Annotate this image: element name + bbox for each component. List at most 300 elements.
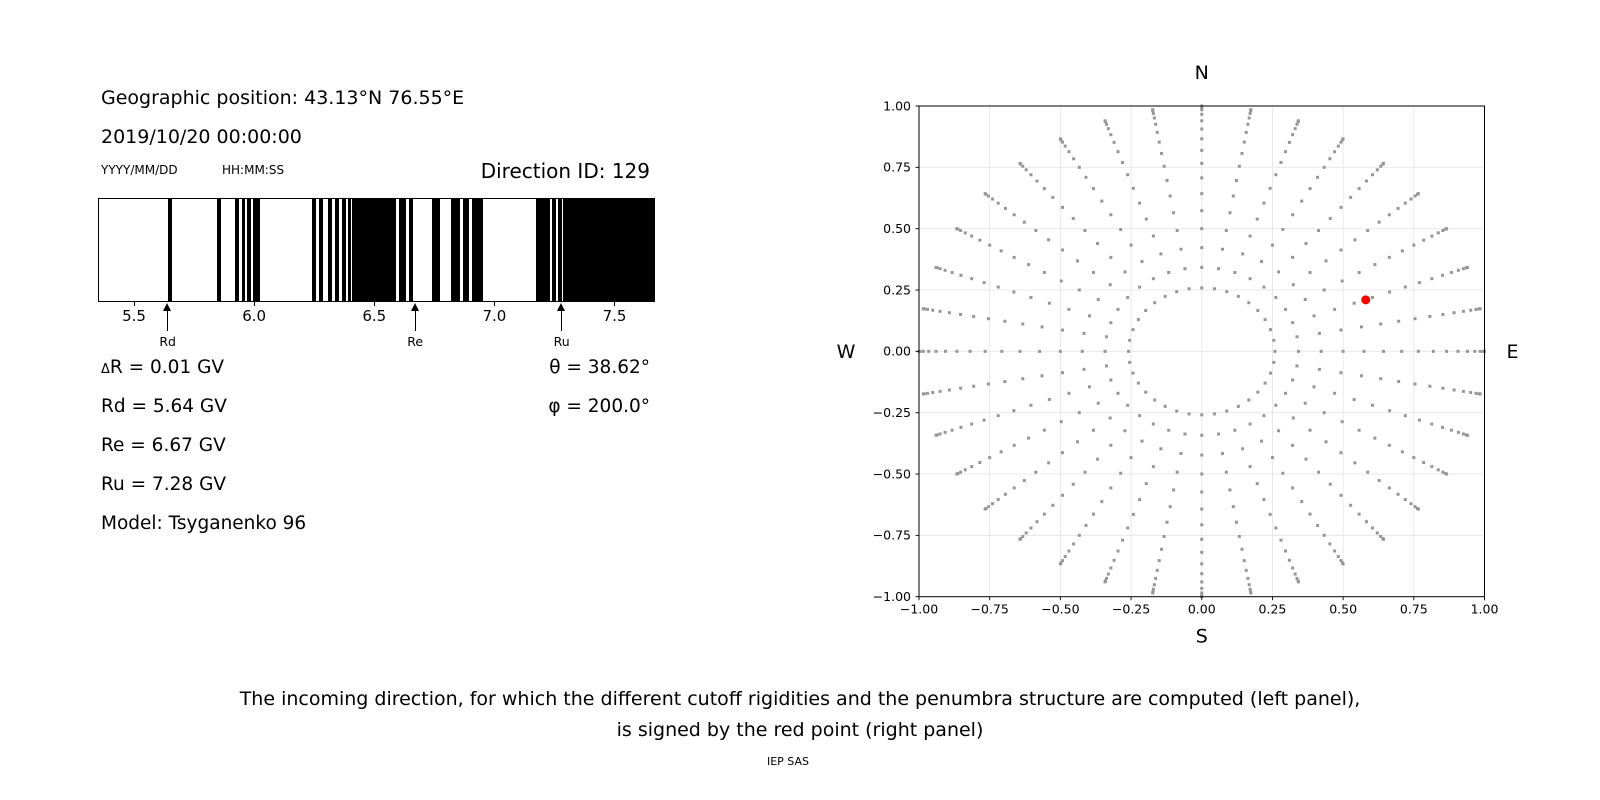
direction-dot xyxy=(944,269,947,272)
direction-dot xyxy=(1092,187,1095,190)
penumbra-bar xyxy=(168,199,171,301)
direction-dot xyxy=(1141,260,1144,263)
footer-text: IEP SAS xyxy=(766,755,810,768)
direction-dot xyxy=(1291,133,1294,136)
direction-dot xyxy=(1417,350,1420,353)
direction-dot xyxy=(1269,328,1272,331)
direction-dot xyxy=(951,271,954,274)
direction-dot xyxy=(1225,410,1228,413)
direction-dot xyxy=(1019,538,1022,541)
direction-dot xyxy=(1238,165,1241,168)
direction-dot xyxy=(931,391,934,394)
rd-arrow-head xyxy=(163,303,171,311)
direction-dot xyxy=(1172,488,1175,491)
direction-dot xyxy=(1034,229,1037,232)
direction-dot xyxy=(1247,301,1250,304)
direction-dot xyxy=(1200,454,1203,457)
penumbra-bar xyxy=(342,199,346,301)
direction-dot xyxy=(1264,318,1267,321)
direction-dot xyxy=(984,350,987,353)
direction-dot xyxy=(1430,277,1433,280)
direction-dot xyxy=(1324,259,1327,262)
direction-dot xyxy=(1012,409,1015,412)
penumbra-x-tick xyxy=(614,302,615,306)
direction-dot xyxy=(1295,123,1298,126)
direction-dot xyxy=(1441,313,1444,316)
direction-dot xyxy=(1213,412,1216,415)
direction-dot xyxy=(1404,202,1407,205)
direction-dot xyxy=(1213,287,1216,290)
direction-dot xyxy=(944,431,947,434)
y-tick-label: −0.25 xyxy=(872,404,911,420)
direction-dot xyxy=(1172,211,1175,214)
direction-dot xyxy=(1404,414,1407,417)
direction-dot xyxy=(1076,259,1079,262)
direction-dot xyxy=(1048,302,1051,305)
x-tick-label: 0.75 xyxy=(1399,601,1428,617)
direction-dot xyxy=(1131,372,1134,375)
direction-dot xyxy=(1059,562,1062,565)
direction-dot xyxy=(1245,131,1248,134)
direction-dot xyxy=(970,277,973,280)
direction-dot xyxy=(1105,335,1108,338)
direction-dot xyxy=(1083,368,1086,371)
direction-dot xyxy=(983,281,986,284)
penumbra-bar xyxy=(253,199,260,301)
direction-dot xyxy=(1034,471,1037,474)
ru-marker-label: Ru xyxy=(553,334,570,349)
direction-dot xyxy=(1072,157,1075,160)
direction-dot xyxy=(1156,569,1159,572)
direction-dot xyxy=(1169,195,1172,198)
direction-dot xyxy=(1397,207,1400,210)
direction-dot xyxy=(1200,266,1203,269)
direction-dot xyxy=(1107,573,1110,576)
direction-dot xyxy=(1309,187,1312,190)
ru-arrow-head xyxy=(557,303,565,311)
direction-dot xyxy=(1041,325,1044,328)
direction-dot xyxy=(1117,308,1120,311)
direction-dot xyxy=(1188,412,1191,415)
penumbra-bar xyxy=(552,199,556,301)
direction-dot xyxy=(1366,471,1369,474)
direction-dot xyxy=(1025,531,1028,534)
direction-dot xyxy=(1200,491,1203,494)
direction-dot xyxy=(951,429,954,432)
direction-dot xyxy=(1418,419,1421,422)
direction-dot xyxy=(1388,213,1391,216)
direction-dot xyxy=(1333,392,1336,395)
direction-dot xyxy=(1388,409,1391,412)
penumbra-x-tick xyxy=(494,302,495,306)
direction-dot xyxy=(1088,314,1091,317)
direction-dot xyxy=(959,313,962,316)
direction-dot xyxy=(1141,440,1144,443)
direction-dot xyxy=(1240,152,1243,155)
direction-dot xyxy=(1200,127,1203,130)
direction-dot xyxy=(1109,256,1112,259)
direction-dot xyxy=(1109,379,1112,382)
direction-dot xyxy=(1200,113,1203,116)
direction-dot xyxy=(922,350,925,353)
direction-dot xyxy=(1000,350,1003,353)
direction-dot xyxy=(1151,591,1154,594)
penumbra-x-tick-label: 5.5 xyxy=(122,307,146,325)
direction-dot xyxy=(1412,456,1415,459)
direction-dot xyxy=(1109,213,1112,216)
direction-dot xyxy=(1466,350,1469,353)
direction-dot xyxy=(1362,350,1365,353)
penumbra-bar xyxy=(335,199,339,301)
direction-dot xyxy=(1083,229,1086,232)
direction-dot xyxy=(1430,465,1433,468)
direction-dot xyxy=(1117,550,1120,553)
direction-dot xyxy=(1061,494,1064,497)
direction-dot xyxy=(1027,263,1030,266)
direction-dot xyxy=(972,385,975,388)
direction-dot xyxy=(1249,112,1252,115)
direction-dot xyxy=(1360,325,1363,328)
re-marker-label: Re xyxy=(407,334,424,349)
direction-dot xyxy=(1051,196,1054,199)
direction-dot xyxy=(1450,271,1453,274)
direction-dot xyxy=(1200,176,1203,179)
direction-dot xyxy=(1412,244,1415,247)
direction-dot xyxy=(1200,119,1203,122)
direction-dot xyxy=(1397,493,1400,496)
direction-dot xyxy=(1371,173,1374,176)
direction-dot xyxy=(1117,392,1120,395)
x-tick-label: 0.25 xyxy=(1258,601,1287,617)
direction-dot xyxy=(959,387,962,390)
direction-dot xyxy=(1092,429,1095,432)
x-tick-label: 0.50 xyxy=(1329,601,1358,617)
direction-dot xyxy=(1067,150,1070,153)
direction-dot xyxy=(1029,526,1032,529)
direction-dot xyxy=(935,266,938,269)
direction-dot xyxy=(970,235,973,238)
direction-dot xyxy=(1414,317,1417,320)
direction-dot xyxy=(1097,402,1100,405)
direction-dot xyxy=(1109,486,1112,489)
direction-dot xyxy=(1130,244,1133,247)
penumbra-plot xyxy=(98,198,655,302)
y-tick-label: 0.00 xyxy=(883,343,911,359)
direction-dot xyxy=(972,315,975,318)
direction-dot xyxy=(1297,580,1300,583)
direction-dot xyxy=(1262,498,1265,501)
rd-value: Rd = 5.64 GV xyxy=(101,396,227,417)
direction-dot xyxy=(1318,332,1321,335)
direction-dot xyxy=(1304,402,1307,405)
model-text: Model: Tsyganenko 96 xyxy=(101,513,307,534)
direction-dot xyxy=(1428,385,1431,388)
direction-dot xyxy=(1339,451,1342,454)
direction-dot xyxy=(1291,321,1294,324)
direction-dot xyxy=(1061,329,1064,332)
direction-dot xyxy=(1104,580,1107,583)
direction-dot xyxy=(1388,486,1391,489)
direction-dot xyxy=(1003,380,1006,383)
direction-dot xyxy=(1441,471,1444,474)
direction-dot xyxy=(1249,588,1252,591)
direction-dot xyxy=(1200,413,1203,416)
direction-dot xyxy=(1152,588,1155,591)
direction-dot xyxy=(1200,286,1203,289)
direction-dot xyxy=(1221,452,1224,455)
direction-dot xyxy=(1072,217,1075,220)
direction-dot xyxy=(1417,508,1420,511)
direction-dot xyxy=(1397,380,1400,383)
direction-dot xyxy=(1145,482,1148,485)
direction-dot xyxy=(1401,249,1404,252)
direction-dot xyxy=(1084,176,1087,179)
direction-dot xyxy=(1059,350,1062,353)
direction-dot xyxy=(1113,559,1116,562)
direction-dot xyxy=(1349,196,1352,199)
direction-dot xyxy=(1225,471,1228,474)
direction-dot xyxy=(1176,229,1179,232)
penumbra-bar xyxy=(217,199,221,301)
direction-dot xyxy=(1457,350,1460,353)
direction-dot xyxy=(1382,538,1385,541)
direction-dot xyxy=(983,419,986,422)
direction-dot xyxy=(1313,385,1316,388)
direction-dot xyxy=(1418,281,1421,284)
direction-dot xyxy=(991,502,994,505)
direction-dot xyxy=(1166,179,1169,182)
direction-dot xyxy=(1078,411,1081,414)
direction-dot xyxy=(1295,335,1298,338)
direction-dot xyxy=(1038,350,1041,353)
direction-dot xyxy=(922,392,925,395)
direction-dot xyxy=(1027,437,1030,440)
direction-dot xyxy=(1249,591,1252,594)
re-value: Re = 6.67 GV xyxy=(101,435,226,456)
direction-dot xyxy=(1358,513,1361,516)
direction-dot xyxy=(1297,119,1300,122)
penumbra-x-tick xyxy=(374,302,375,306)
direction-dot xyxy=(1119,228,1122,231)
direction-dot xyxy=(1078,166,1081,169)
penumbra-x-tick-label: 6.5 xyxy=(362,307,387,325)
direction-dot xyxy=(1474,392,1477,395)
direction-dot xyxy=(1274,296,1277,299)
direction-dot xyxy=(1179,452,1182,455)
direction-dot xyxy=(1295,577,1298,580)
x-tick-label: 1.00 xyxy=(1470,601,1499,617)
delta-symbol: Δ xyxy=(101,362,110,377)
direction-dot xyxy=(1304,458,1307,461)
direction-dot xyxy=(1373,263,1376,266)
direction-dot xyxy=(1329,217,1332,220)
direction-dot xyxy=(1388,444,1391,447)
y-tick-label: 1.00 xyxy=(883,98,911,114)
direction-dot xyxy=(1349,504,1352,507)
direction-dot xyxy=(1249,235,1252,238)
direction-dot xyxy=(1422,239,1425,242)
direction-dot xyxy=(1453,388,1456,391)
direction-dot xyxy=(1328,542,1331,545)
direction-dot xyxy=(1137,318,1140,321)
direction-dot xyxy=(1409,198,1412,201)
direction-dot xyxy=(964,231,967,234)
direction-dot xyxy=(1371,404,1374,407)
direction-dot xyxy=(1200,149,1203,152)
y-tick-label: 0.75 xyxy=(883,159,911,175)
direction-dot xyxy=(1382,162,1385,165)
direction-dot xyxy=(1272,361,1275,364)
penumbra-bar xyxy=(312,199,316,301)
direction-dot xyxy=(1339,494,1342,497)
direction-dot xyxy=(984,192,987,195)
direction-dot xyxy=(1104,119,1107,122)
direction-dot xyxy=(1235,521,1238,524)
direction-dot xyxy=(1163,165,1166,168)
direction-dot xyxy=(1441,426,1444,429)
direction-dot xyxy=(1061,248,1064,251)
direction-dot xyxy=(1342,137,1345,140)
direction-dot xyxy=(1241,252,1244,255)
direction-dot xyxy=(1175,410,1178,413)
direction-dot xyxy=(1064,145,1067,148)
direction-dot xyxy=(1051,504,1054,507)
phi-value: φ = 200.0° xyxy=(548,396,650,417)
direction-dot xyxy=(1388,256,1391,259)
direction-dot xyxy=(1152,423,1155,426)
direction-dot xyxy=(1445,227,1448,230)
direction-dot xyxy=(1376,531,1379,534)
direction-dot xyxy=(1329,483,1332,486)
date-format-label: YYYY/MM/DD xyxy=(101,163,178,177)
direction-dot xyxy=(1274,173,1277,176)
direction-dot xyxy=(1221,248,1224,251)
direction-dot xyxy=(1291,379,1294,382)
penumbra-bar xyxy=(352,199,395,301)
direction-dot xyxy=(1043,429,1046,432)
y-tick-label: 0.25 xyxy=(883,282,911,298)
rd-arrow-stem xyxy=(167,310,168,331)
direction-dot xyxy=(1323,289,1326,292)
direction-dot xyxy=(1153,583,1156,586)
direction-dot xyxy=(1339,248,1342,251)
direction-dot xyxy=(1404,498,1407,501)
direction-dot xyxy=(1121,161,1124,164)
direction-dot xyxy=(1462,310,1465,313)
direction-dot xyxy=(1342,562,1345,565)
direction-dot xyxy=(1012,291,1015,294)
direction-dot xyxy=(1152,465,1155,468)
direction-dot xyxy=(1316,176,1319,179)
direction-dot xyxy=(1417,192,1420,195)
direction-dot xyxy=(997,286,1000,289)
direction-dot xyxy=(1200,591,1203,594)
direction-dot xyxy=(1200,523,1203,526)
direction-dot xyxy=(1237,405,1240,408)
direction-dot xyxy=(955,350,958,353)
theta-value: θ = 38.62° xyxy=(549,357,650,378)
direction-dot xyxy=(1144,309,1147,312)
direction-dot xyxy=(1200,434,1203,437)
direction-dot xyxy=(1013,256,1016,259)
direction-dot xyxy=(1029,404,1032,407)
direction-dot xyxy=(1291,486,1294,489)
direction-dot xyxy=(1151,108,1154,111)
direction-dot xyxy=(1373,437,1376,440)
direction-dot xyxy=(1004,493,1007,496)
direction-dot xyxy=(978,461,981,464)
direction-dot xyxy=(1096,242,1099,245)
y-tick-label: 0.50 xyxy=(883,220,911,236)
direction-dot xyxy=(1126,173,1129,176)
direction-dot xyxy=(1200,137,1203,140)
delta-r-text: R = 0.01 GV xyxy=(109,357,225,378)
penumbra-bar xyxy=(328,199,332,301)
penumbra-bar xyxy=(451,199,460,301)
direction-dot xyxy=(1003,320,1006,323)
direction-dot xyxy=(1323,411,1326,414)
direction-dot xyxy=(1291,213,1294,216)
direction-dot xyxy=(939,310,942,313)
direction-dot xyxy=(1159,252,1162,255)
direction-dot xyxy=(1152,277,1155,280)
direction-dot xyxy=(1277,270,1280,273)
direction-dot xyxy=(1083,471,1086,474)
direction-dot xyxy=(1019,162,1022,165)
direction-dot xyxy=(1064,555,1067,558)
direction-dot xyxy=(1271,456,1274,459)
direction-dot xyxy=(991,198,994,201)
direction-dot xyxy=(1126,526,1129,529)
direction-dot xyxy=(1096,458,1099,461)
direction-dot xyxy=(1232,195,1235,198)
direction-dot xyxy=(926,308,929,311)
direction-dot xyxy=(1130,456,1133,459)
direction-dot xyxy=(1341,420,1344,423)
direction-dot xyxy=(1339,329,1342,332)
direction-dot xyxy=(1353,238,1356,241)
x-tick-label: −0.75 xyxy=(970,601,1009,617)
x-tick-label: −0.25 xyxy=(1111,601,1151,617)
direction-dot xyxy=(1366,229,1369,232)
direction-dot xyxy=(1104,350,1107,353)
caption-line-1: The incoming direction, for which the different cutoff rigidities and the penumbra structure are computed (left panel), xyxy=(239,688,1361,710)
direction-dot xyxy=(1078,289,1081,292)
direction-dot xyxy=(1238,535,1241,538)
direction-dot xyxy=(1271,244,1274,247)
direction-dot xyxy=(1441,274,1444,277)
direction-dot xyxy=(1300,500,1303,503)
penumbra-bar xyxy=(409,199,413,301)
direction-dot xyxy=(1288,559,1291,562)
direction-dot xyxy=(1273,350,1276,353)
direction-dot xyxy=(1128,361,1131,364)
direction-dot xyxy=(1060,279,1063,282)
direction-dot xyxy=(1260,440,1263,443)
direction-dot xyxy=(1353,302,1356,305)
direction-dot xyxy=(1457,431,1460,434)
direction-dot xyxy=(964,468,967,471)
direction-dot xyxy=(1246,123,1249,126)
direction-dot xyxy=(1274,526,1277,529)
direction-dot xyxy=(922,307,925,310)
direction-dot xyxy=(1281,228,1284,231)
direction-dot xyxy=(1256,391,1259,394)
direction-dot xyxy=(1279,161,1282,164)
direction-dot xyxy=(1292,417,1295,420)
direction-dot xyxy=(926,392,929,395)
direction-dot xyxy=(1323,534,1326,537)
